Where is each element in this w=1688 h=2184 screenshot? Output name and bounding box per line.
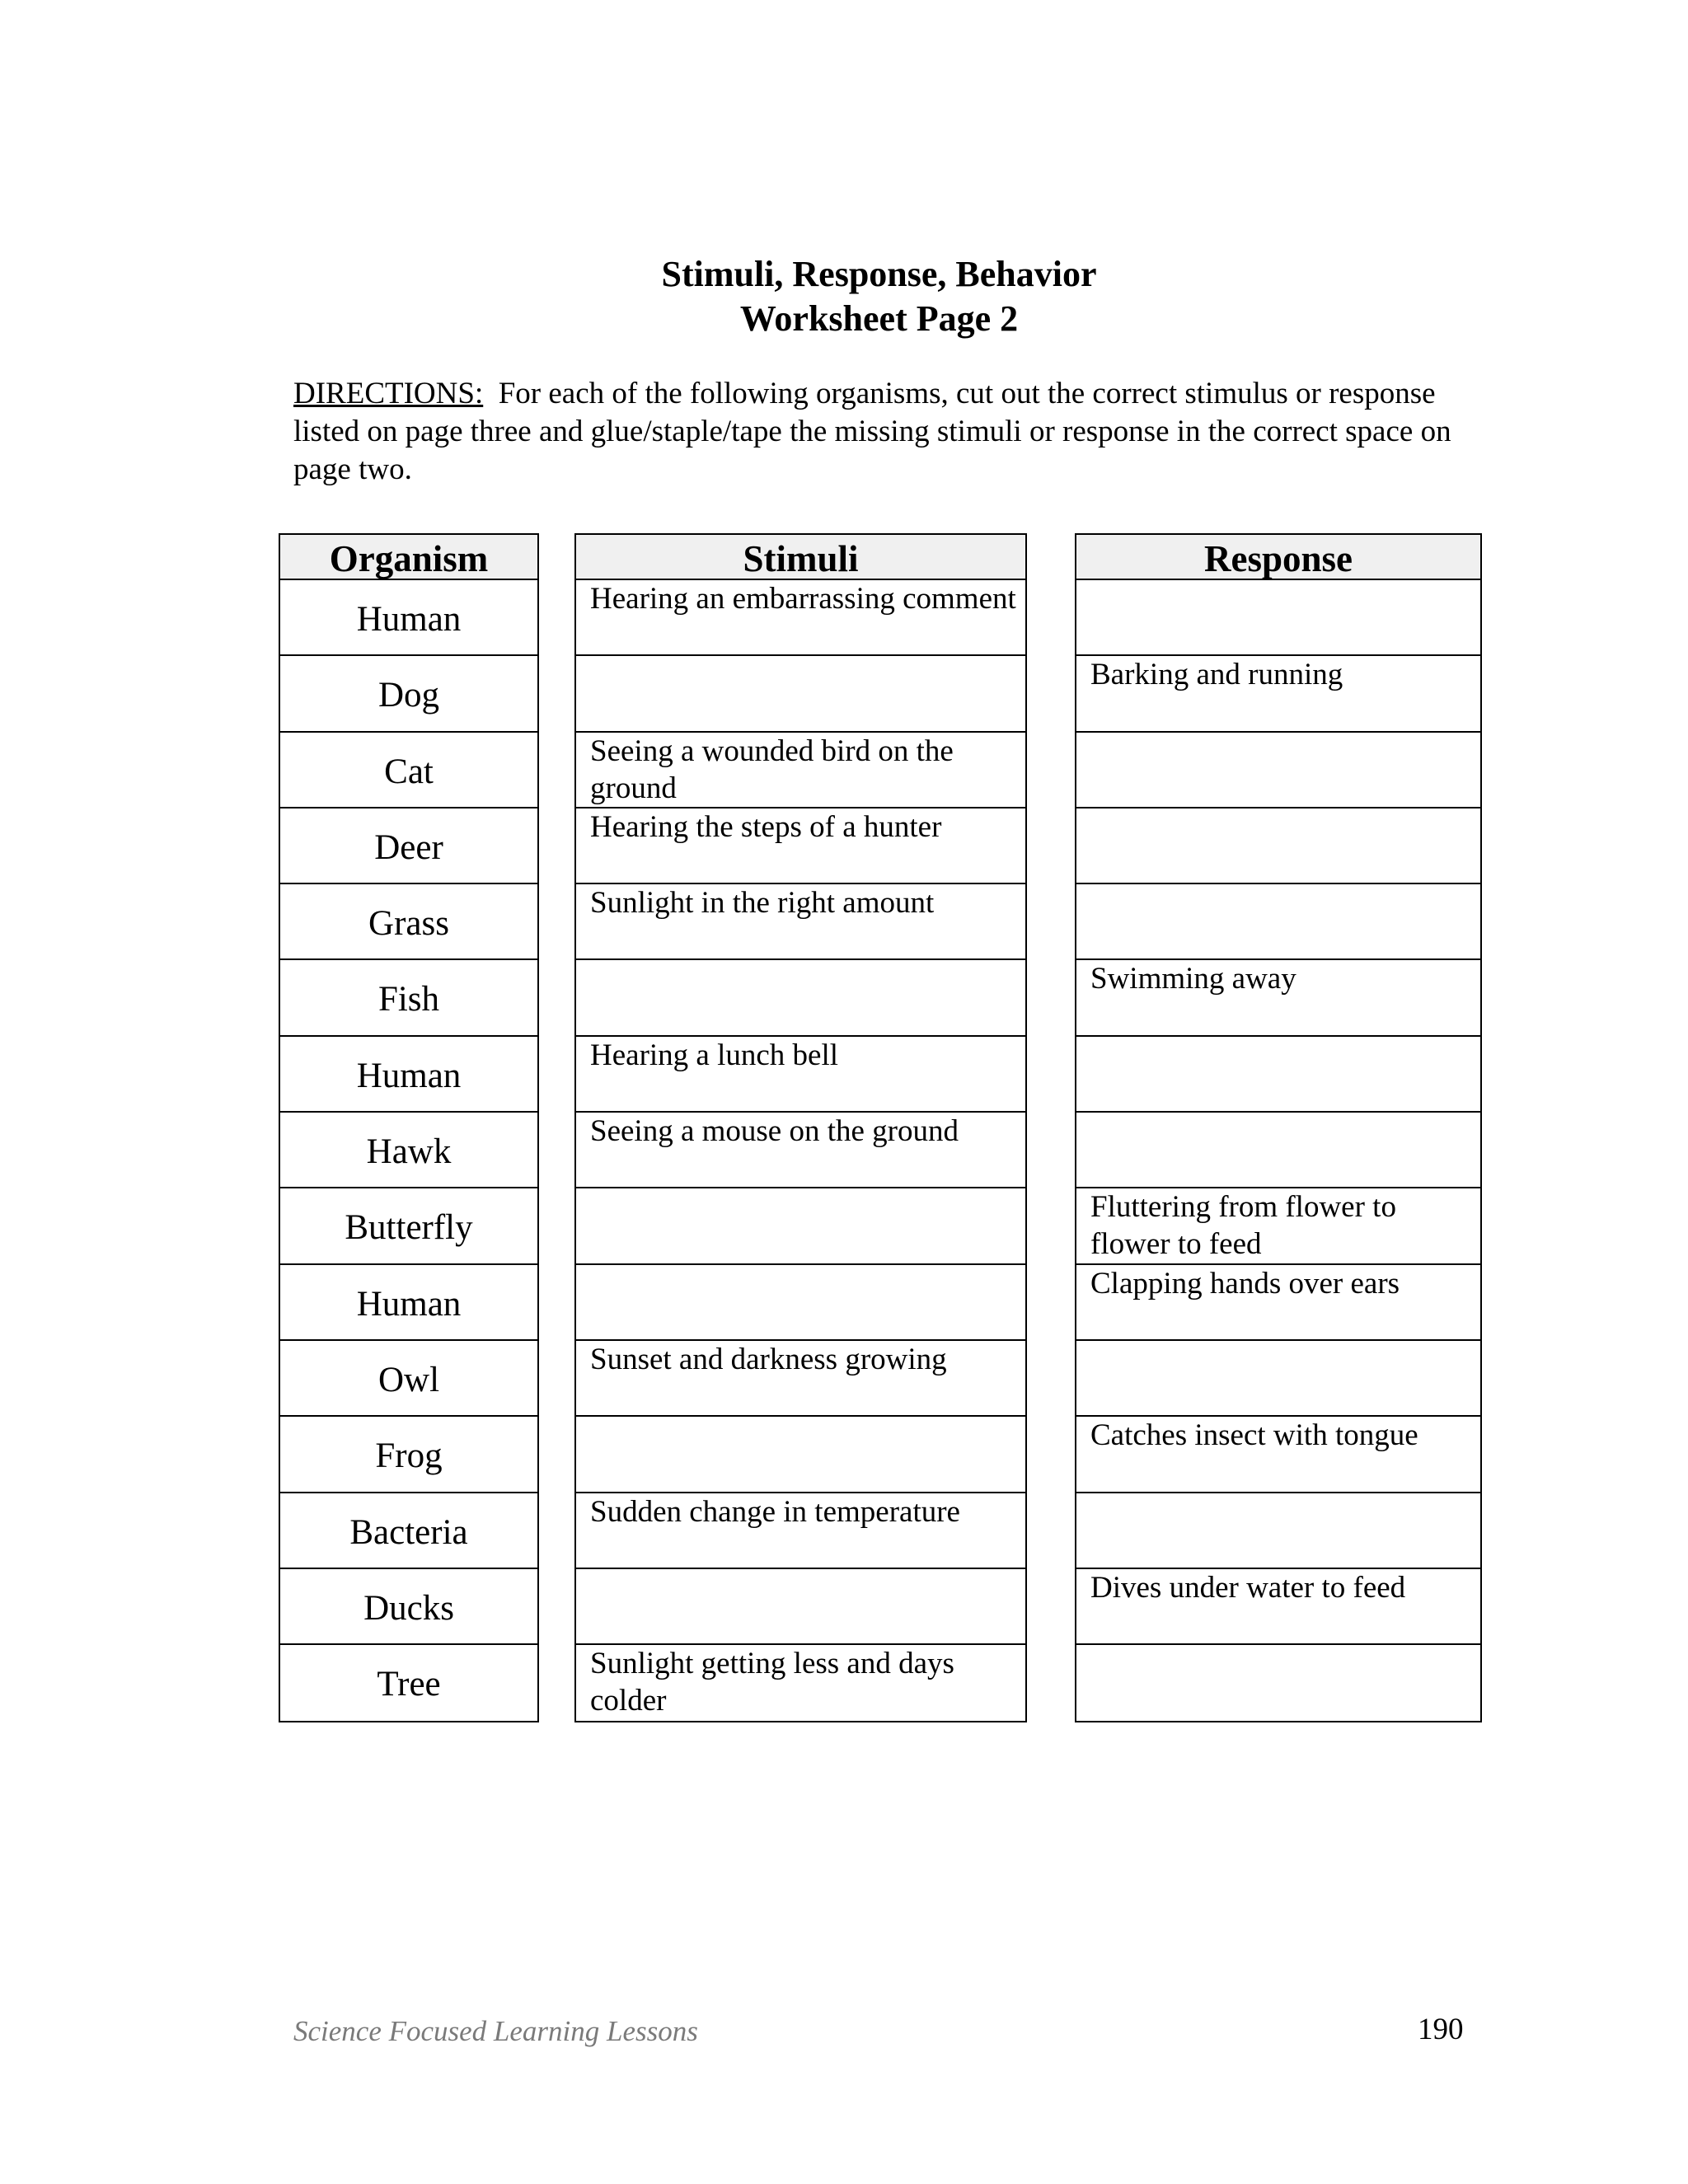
response-cell bbox=[1076, 1113, 1480, 1188]
stimulus-cell: Sudden change in temperature bbox=[576, 1493, 1025, 1569]
directions-label: DIRECTIONS: bbox=[293, 377, 484, 410]
organism-cell: Butterfly bbox=[280, 1188, 537, 1264]
directions-text: For each of the following organisms, cut out the correct stimulus or response listed on page three and glue/staple/tape the missing stimuli or response in the correct space on page two. bbox=[293, 377, 1451, 486]
response-cell: Barking and running bbox=[1076, 656, 1480, 732]
organism-cell: Owl bbox=[280, 1341, 537, 1417]
response-cell bbox=[1076, 580, 1480, 656]
worksheet-subtitle: Worksheet Page 2 bbox=[739, 298, 1019, 339]
response-header: Response bbox=[1076, 535, 1480, 580]
response-cell: Fluttering from flower to flower to feed bbox=[1076, 1188, 1480, 1264]
organism-cell: Dog bbox=[280, 656, 537, 732]
response-cell: Dives under water to feed bbox=[1076, 1569, 1480, 1645]
stimulus-cell bbox=[576, 656, 1025, 732]
stimulus-cell: Hearing the steps of a hunter bbox=[576, 808, 1025, 884]
organism-cell: Grass bbox=[280, 884, 537, 960]
organism-cell: Bacteria bbox=[280, 1493, 537, 1569]
response-column bbox=[1075, 533, 1482, 1722]
worksheet-title: Stimuli, Response, Behavior bbox=[661, 254, 1097, 294]
stimulus-cell: Sunlight getting less and days colder bbox=[590, 1647, 954, 1718]
organism-cell: Fish bbox=[280, 960, 537, 1036]
footer-source: Science Focused Learning Lessons bbox=[293, 2015, 698, 2047]
response-cell bbox=[1076, 733, 1480, 808]
response-cell bbox=[1076, 884, 1480, 960]
stimulus-cell bbox=[576, 960, 1025, 1036]
response-cell: Clapping hands over ears bbox=[1076, 1265, 1480, 1341]
stimulus-cell bbox=[576, 1569, 1025, 1645]
response-cell: Swimming away bbox=[1076, 960, 1480, 1036]
organism-cell: Ducks bbox=[280, 1569, 537, 1645]
stimulus-cell: Sunset and darkness growing bbox=[576, 1341, 1025, 1417]
response-cell bbox=[1076, 1645, 1480, 1721]
stimulus-cell: Hearing a lunch bell bbox=[576, 1037, 1025, 1113]
stimulus-cell bbox=[576, 1188, 1025, 1264]
stimulus-cell: Sunlight in the right amount bbox=[576, 884, 1025, 960]
stimulus-cell: Seeing a mouse on the ground bbox=[576, 1113, 1025, 1188]
response-cell bbox=[1076, 1341, 1480, 1417]
stimulus-cell: Hearing an embarrassing comment bbox=[576, 580, 1025, 656]
organism-cell: Tree bbox=[377, 1665, 441, 1704]
stimulus-cell: Seeing a wounded bird on the ground bbox=[576, 733, 1025, 808]
organism-header: Organism bbox=[280, 535, 537, 580]
page-number: 190 bbox=[1418, 2013, 1464, 2046]
organism-cell: Frog bbox=[280, 1417, 537, 1493]
stimuli-column bbox=[574, 533, 1027, 1722]
organism-cell: Human bbox=[280, 1037, 537, 1113]
organism-cell: Hawk bbox=[280, 1113, 537, 1188]
response-cell bbox=[1076, 1037, 1480, 1113]
stimuli-header: Stimuli bbox=[576, 535, 1025, 580]
directions bbox=[293, 375, 1464, 489]
organism-column bbox=[279, 533, 539, 1722]
response-cell: Catches insect with tongue bbox=[1076, 1417, 1480, 1493]
organism-cell: Human bbox=[280, 1265, 537, 1341]
stimulus-cell bbox=[576, 1417, 1025, 1493]
organism-cell: Deer bbox=[280, 808, 537, 884]
stimulus-cell bbox=[576, 1265, 1025, 1341]
organism-cell: Human bbox=[280, 580, 537, 656]
response-cell bbox=[1076, 808, 1480, 884]
response-cell bbox=[1076, 1493, 1480, 1569]
organism-cell: Cat bbox=[280, 733, 537, 808]
